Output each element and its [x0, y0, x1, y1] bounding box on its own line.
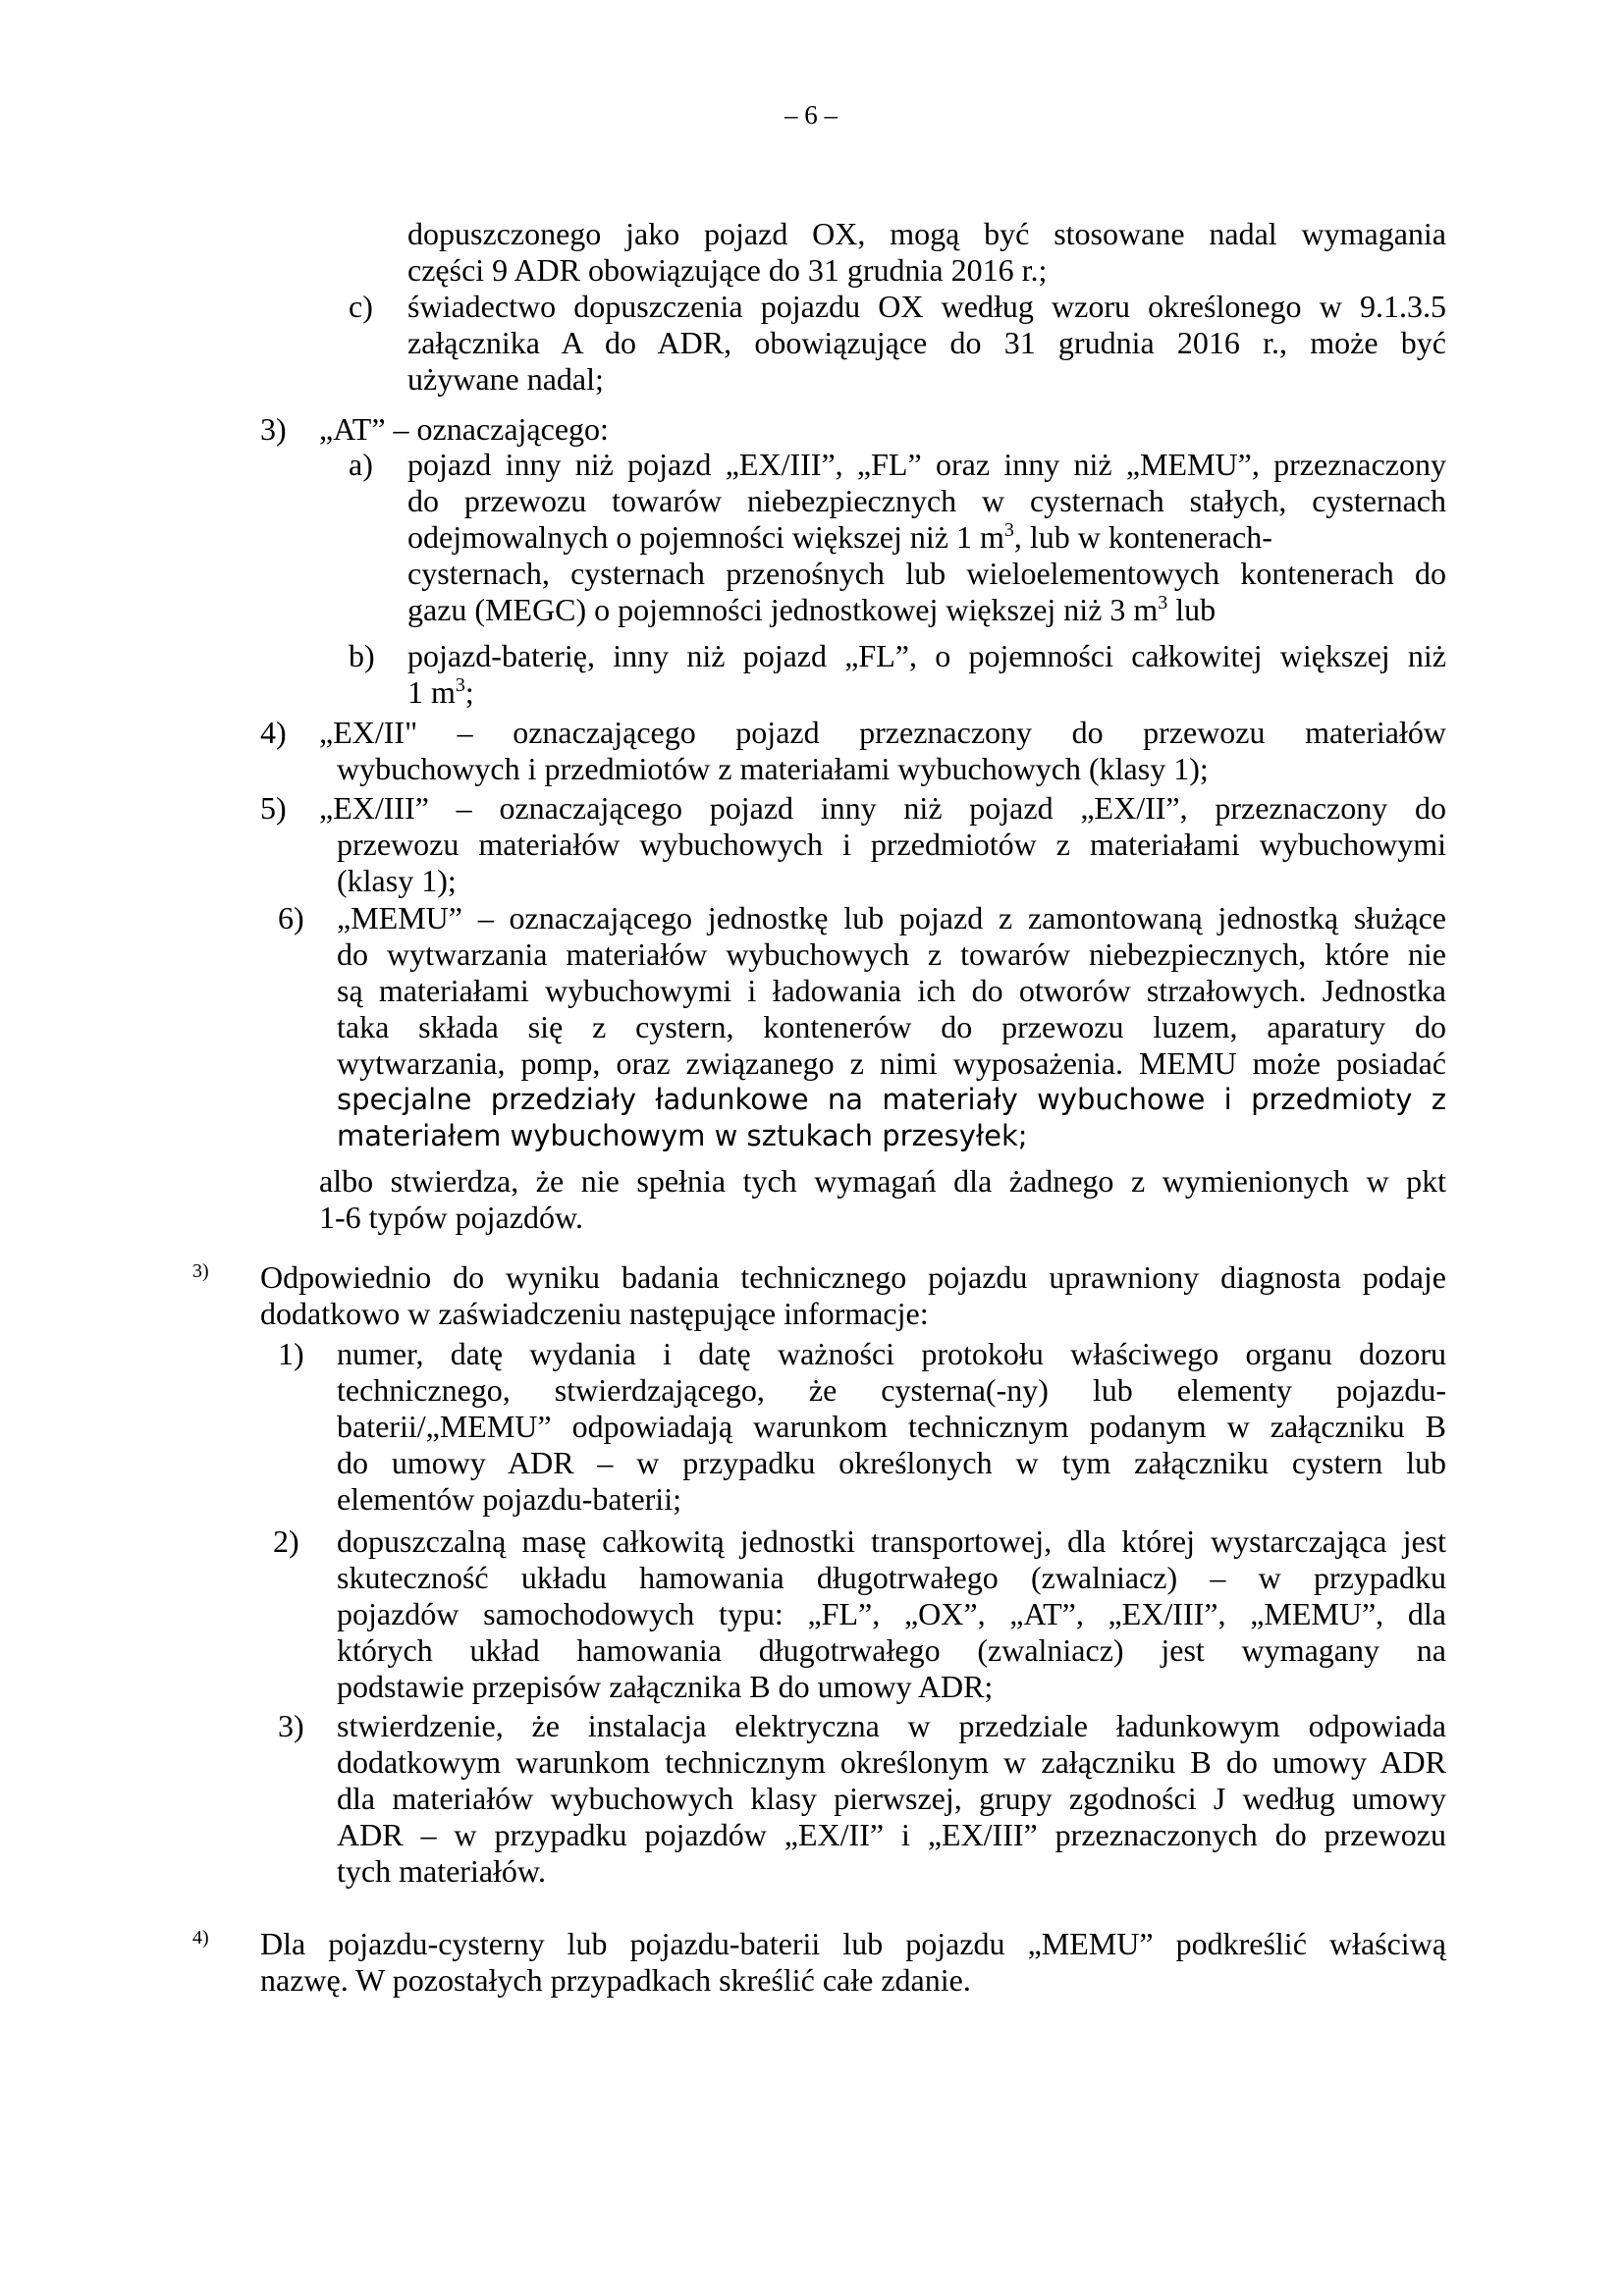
text-line: pojazd inny niż pojazd „EX/III”, „FL” oraz inny niż „MEMU”, przeznaczony: [407, 447, 1446, 482]
superscript: 3: [1003, 519, 1014, 541]
item-5-text: [319, 790, 1446, 899]
footnote-3-item-2-text: [337, 1523, 1446, 1705]
footnote-4-marker: 4): [192, 1927, 209, 1949]
text-line: są materiałami wybuchowymi i ładowania ich do otworów strzałowych. Jednostka: [337, 973, 1446, 1008]
text-line: do wytwarzania materiałów wybuchowych z towarów niebezpiecznych, które nie: [337, 936, 1446, 972]
text-fragment: ;: [464, 674, 474, 710]
text-line: elementów pojazdu-baterii;: [337, 1481, 681, 1517]
footnote-3-item-1-text: [337, 1336, 1446, 1518]
text-line: [407, 519, 1446, 556]
text-line: dopuszczonego jako pojazd OX, mogą być stosowane nadal wymagania: [407, 216, 1446, 251]
text-line: pojazd-baterię, inny niż pojazd „FL”, o pojemności całkowitej większej niż: [407, 638, 1446, 673]
footnote-3-item-2-label: 2): [273, 1523, 299, 1559]
item-3a-label: a): [349, 447, 373, 482]
text-line: specjalne przedziały ładunkowe na materiały wybuchowe i przedmioty z: [337, 1083, 1446, 1116]
text-line: [407, 592, 1446, 628]
item-6-label: 6): [278, 900, 304, 935]
text-line: albo stwierdza, że nie spełnia tych wymagań dla żadnego z wymienionych w pkt: [319, 1163, 1446, 1199]
text-line: baterii/„MEMU” odpowiadają warunkom technicznym podanym w załączniku B: [337, 1409, 1446, 1444]
item-3-heading: „AT” – oznaczającego:: [319, 411, 609, 447]
text-line: dodatkowym warunkom technicznym określonym w załączniku B do umowy ADR: [337, 1744, 1446, 1780]
superscript: 3: [1158, 592, 1168, 614]
item-2c-text: [407, 289, 1446, 398]
text-line: dodatkowo w zaświadczeniu następujące informacje:: [260, 1296, 929, 1331]
text-line: (klasy 1);: [337, 863, 457, 898]
text-fragment: odejmowalnych o pojemności większej niż 1 m: [407, 519, 1004, 555]
text-line: „EX/II" – oznaczającego pojazd przeznaczony do przewozu materiałów: [319, 715, 1446, 750]
text-line: pojazdów samochodowych typu: „FL”, „OX”, „AT”, „EX/III”, „MEMU”, dla: [337, 1596, 1446, 1631]
text-line: [407, 674, 1446, 711]
item-3b-text: [407, 638, 1446, 711]
text-line: świadectwo dopuszczenia pojazdu OX według wzoru określonego w 9.1.3.5: [407, 289, 1446, 324]
item-2b-continuation: [407, 216, 1446, 289]
text-line: ADR – w przypadku pojazdów „EX/II” i „EX/III” przeznaczonych do przewozu: [337, 1817, 1446, 1852]
item-3b-label: b): [349, 638, 375, 673]
text-line: stwierdzenie, że instalacja elektryczna w przedziale ładunkowym odpowiada: [337, 1708, 1446, 1743]
item-3-label: 3): [260, 411, 287, 447]
text-line: „MEMU” – oznaczającego jednostkę lub pojazd z zamontowaną jednostką służące: [337, 900, 1446, 935]
text-fragment: , lub w kontenerach-: [1013, 519, 1272, 555]
text-line: załącznika A do ADR, obowiązujące do 31 grudnia 2016 r., może być: [407, 325, 1446, 360]
text-line: dopuszczalną masę całkowitą jednostki transportowej, dla której wystarczająca jest: [337, 1523, 1446, 1559]
text-line: których układ hamowania długotrwałego (zwalniacz) jest wymagany na: [337, 1632, 1446, 1668]
item-4-text: [319, 715, 1446, 787]
closing-text: [319, 1163, 1446, 1236]
text-line: 1-6 typów pojazdów.: [319, 1200, 583, 1235]
text-line: numer, datę wydania i datę ważności protokołu właściwego organu dozoru: [337, 1336, 1446, 1371]
text-line: dla materiałów wybuchowych klasy pierwszej, grupy zgodności J według umowy: [337, 1781, 1446, 1816]
text-line: podstawie przepisów załącznika B do umowy ADR;: [337, 1669, 994, 1704]
item-4-label: 4): [260, 715, 287, 750]
footnote-3-item-3-text: [337, 1708, 1446, 1890]
text-line: taka składa się z cystern, kontenerów do przewozu luzem, aparatury do: [337, 1009, 1446, 1044]
item-5-label: 5): [260, 790, 287, 826]
item-6-text: [337, 900, 1446, 1154]
footnote-3-item-3-label: 3): [278, 1708, 304, 1743]
text-line: technicznego, stwierdzającego, że cysterna(-ny) lub elementy pojazdu-: [337, 1372, 1446, 1408]
text-line: wytwarzania, pomp, oraz związanego z nimi wyposażenia. MEMU może posiadać: [337, 1045, 1446, 1081]
text-line: materiałem wybuchowym w sztukach przesyłek;: [337, 1119, 1028, 1152]
text-line: nazwę. W pozostałych przypadkach skreślić całe zdanie.: [260, 1962, 971, 1998]
text-line: używane nadal;: [407, 361, 604, 397]
text-fragment: 1 m: [407, 674, 456, 710]
text-fragment: gazu (MEGC) o pojemności jednostkowej większej niż 3 m: [407, 592, 1159, 627]
text-fragment: lub: [1167, 592, 1216, 627]
footnote-3-marker: 3): [192, 1260, 209, 1282]
text-line: przewozu materiałów wybuchowych i przedmiotów z materiałami wybuchowymi: [337, 827, 1446, 862]
text-line: do umowy ADR – w przypadku określonych w tym załączniku cystern lub: [337, 1445, 1446, 1480]
item-3a-text: [407, 447, 1446, 628]
text-line: Dla pojazdu-cysterny lub pojazdu-baterii lub pojazdu „MEMU” podkreślić właściwą: [260, 1926, 1446, 1961]
footnote-3-intro: [260, 1259, 1446, 1332]
text-line: do przewozu towarów niebezpiecznych w cysternach stałych, cysternach: [407, 483, 1446, 518]
footnote-4-text: [260, 1926, 1446, 1999]
page-number: – 6 –: [784, 100, 838, 130]
footnote-3-item-1-label: 1): [278, 1336, 304, 1371]
text-line: części 9 ADR obowiązujące do 31 grudnia 2016 r.;: [407, 252, 1048, 288]
superscript: 3: [455, 674, 465, 696]
text-line: wybuchowych i przedmiotów z materiałami wybuchowych (klasy 1);: [337, 751, 1209, 786]
text-line: „EX/III” – oznaczającego pojazd inny niż pojazd „EX/II”, przeznaczony do: [319, 790, 1446, 826]
text-line: Odpowiednio do wyniku badania technicznego pojazdu uprawniony diagnosta podaje: [260, 1259, 1446, 1295]
text-line: cysternach, cysternach przenośnych lub wieloelementowych kontenerach do: [407, 556, 1446, 591]
item-2c-label: c): [349, 289, 373, 324]
text-line: tych materiałów.: [337, 1853, 546, 1889]
text-line: skuteczność układu hamowania długotrwałego (zwalniacz) – w przypadku: [337, 1560, 1446, 1595]
